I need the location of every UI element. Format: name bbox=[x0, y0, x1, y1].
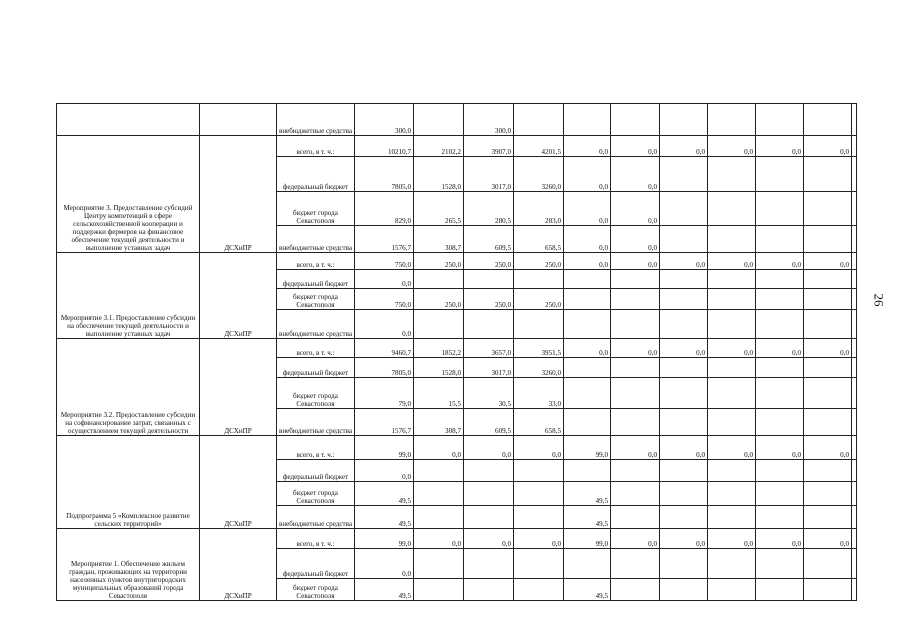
amount-cell bbox=[414, 482, 464, 506]
amount-cell: 15,5 bbox=[414, 378, 464, 409]
amount-cell bbox=[852, 409, 857, 436]
funding-source-cell: внебюджетные средства bbox=[277, 310, 355, 339]
amount-cell bbox=[660, 549, 708, 579]
amount-cell: 0,0 bbox=[464, 529, 514, 549]
amount-cell bbox=[514, 549, 564, 579]
amount-cell: 0,0 bbox=[708, 136, 756, 157]
amount-cell: 1576,7 bbox=[355, 409, 414, 436]
funding-source-cell: федеральный бюджет bbox=[277, 358, 355, 378]
amount-cell: 0,0 bbox=[611, 157, 660, 192]
amount-cell bbox=[414, 104, 464, 136]
amount-cell: 250,0 bbox=[514, 289, 564, 310]
amount-cell bbox=[852, 310, 857, 339]
amount-cell: 0,0 bbox=[464, 436, 514, 460]
amount-cell: 250,0 bbox=[464, 253, 514, 270]
amount-cell bbox=[611, 104, 660, 136]
funding-source-cell: федеральный бюджет bbox=[277, 270, 355, 289]
amount-cell bbox=[852, 529, 857, 549]
amount-cell bbox=[564, 310, 611, 339]
amount-cell bbox=[804, 506, 852, 529]
amount-cell: 0,0 bbox=[611, 436, 660, 460]
amount-cell: 0,0 bbox=[804, 136, 852, 157]
funding-source-cell: всего, в т. ч.: bbox=[277, 253, 355, 270]
amount-cell: 658,5 bbox=[514, 226, 564, 253]
amount-cell bbox=[756, 270, 804, 289]
amount-cell bbox=[564, 549, 611, 579]
amount-cell: 0,0 bbox=[611, 192, 660, 226]
amount-cell bbox=[564, 289, 611, 310]
amount-cell bbox=[756, 289, 804, 310]
amount-cell bbox=[804, 579, 852, 601]
amount-cell: 0,0 bbox=[804, 253, 852, 270]
activity-name-cell: Мероприятие 3. Предоставление субсидий Центру компетенций в сфере сельскохозяйственной кооперации и поддержки фермеров на финансовое обеспечение текущей деятельности и выполнение уставных задач bbox=[57, 136, 200, 253]
amount-cell bbox=[804, 482, 852, 506]
amount-cell bbox=[804, 358, 852, 378]
amount-cell bbox=[756, 378, 804, 409]
amount-cell bbox=[708, 506, 756, 529]
amount-cell: 0,0 bbox=[804, 529, 852, 549]
funding-source-cell: бюджет города Севастополя bbox=[277, 378, 355, 409]
amount-cell: 99,0 bbox=[355, 529, 414, 549]
amount-cell bbox=[852, 289, 857, 310]
amount-cell bbox=[804, 192, 852, 226]
activity-name-cell: Подпрограмма 5 «Комплексное развитие сельских территорий» bbox=[57, 436, 200, 529]
table-row bbox=[57, 253, 857, 270]
amount-cell: 49,5 bbox=[355, 506, 414, 529]
amount-cell bbox=[564, 270, 611, 289]
amount-cell bbox=[611, 549, 660, 579]
amount-cell: 0,0 bbox=[355, 270, 414, 289]
amount-cell bbox=[804, 289, 852, 310]
executor-cell bbox=[200, 104, 277, 136]
amount-cell: 250,0 bbox=[414, 253, 464, 270]
amount-cell: 308,7 bbox=[414, 409, 464, 436]
executor-cell: ДСХиПР bbox=[200, 529, 277, 601]
amount-cell: 1576,7 bbox=[355, 226, 414, 253]
amount-cell: 0,0 bbox=[514, 529, 564, 549]
amount-cell bbox=[708, 549, 756, 579]
funding-source-cell: бюджет города Севастополя bbox=[277, 192, 355, 226]
budget-table bbox=[56, 103, 857, 601]
amount-cell bbox=[660, 378, 708, 409]
funding-source-cell: федеральный бюджет bbox=[277, 549, 355, 579]
amount-cell bbox=[708, 289, 756, 310]
amount-cell bbox=[852, 436, 857, 460]
amount-cell: 0,0 bbox=[660, 529, 708, 549]
amount-cell: 79,0 bbox=[355, 378, 414, 409]
amount-cell: 250,0 bbox=[414, 289, 464, 310]
amount-cell bbox=[852, 192, 857, 226]
amount-cell bbox=[756, 310, 804, 339]
activity-name-cell: Мероприятие 3.1. Предоставление субсидии на обеспечение текущей деятельности и выполнение уставных задач bbox=[57, 253, 200, 339]
amount-cell: 33,0 bbox=[514, 378, 564, 409]
amount-cell bbox=[708, 104, 756, 136]
executor-cell: ДСХиПР bbox=[200, 136, 277, 253]
amount-cell bbox=[852, 358, 857, 378]
amount-cell bbox=[660, 157, 708, 192]
amount-cell bbox=[756, 579, 804, 601]
amount-cell bbox=[611, 289, 660, 310]
amount-cell: 49,5 bbox=[355, 482, 414, 506]
amount-cell: 0,0 bbox=[564, 157, 611, 192]
amount-cell bbox=[514, 579, 564, 601]
amount-cell: 609,5 bbox=[464, 409, 514, 436]
amount-cell bbox=[611, 460, 660, 482]
funding-source-cell: бюджет города Севастополя bbox=[277, 579, 355, 601]
amount-cell: 3260,0 bbox=[514, 358, 564, 378]
amount-cell bbox=[756, 549, 804, 579]
amount-cell bbox=[708, 226, 756, 253]
amount-cell bbox=[414, 460, 464, 482]
amount-cell bbox=[756, 358, 804, 378]
amount-cell bbox=[611, 506, 660, 529]
amount-cell bbox=[756, 157, 804, 192]
amount-cell: 280,5 bbox=[464, 192, 514, 226]
amount-cell bbox=[611, 482, 660, 506]
amount-cell bbox=[660, 270, 708, 289]
funding-source-cell: бюджет города Севастополя bbox=[277, 289, 355, 310]
amount-cell: 750,0 bbox=[355, 289, 414, 310]
amount-cell: 250,0 bbox=[464, 289, 514, 310]
amount-cell bbox=[611, 579, 660, 601]
amount-cell bbox=[611, 378, 660, 409]
amount-cell bbox=[464, 460, 514, 482]
amount-cell: 250,0 bbox=[514, 253, 564, 270]
amount-cell bbox=[708, 579, 756, 601]
page-number: 26 bbox=[871, 293, 887, 307]
amount-cell bbox=[611, 409, 660, 436]
amount-cell bbox=[414, 579, 464, 601]
amount-cell: 0,0 bbox=[660, 339, 708, 358]
amount-cell bbox=[852, 157, 857, 192]
funding-source-cell: внебюджетные средства bbox=[277, 409, 355, 436]
amount-cell: 3657,0 bbox=[464, 339, 514, 358]
funding-source-cell: внебюджетные средства bbox=[277, 506, 355, 529]
amount-cell: 49,5 bbox=[564, 506, 611, 529]
amount-cell bbox=[852, 506, 857, 529]
amount-cell: 0,0 bbox=[355, 460, 414, 482]
amount-cell: 1528,0 bbox=[414, 358, 464, 378]
amount-cell: 3017,0 bbox=[464, 358, 514, 378]
amount-cell: 0,0 bbox=[514, 436, 564, 460]
amount-cell bbox=[464, 506, 514, 529]
amount-cell: 3260,0 bbox=[514, 157, 564, 192]
amount-cell bbox=[708, 409, 756, 436]
amount-cell: 0,0 bbox=[756, 253, 804, 270]
activity-name-cell: Мероприятие 3.2. Предоставление субсидии на софинансирование затрат, связанных с осуществлением текущей деятельности bbox=[57, 339, 200, 436]
amount-cell bbox=[660, 104, 708, 136]
amount-cell: 30,5 bbox=[464, 378, 514, 409]
amount-cell bbox=[514, 460, 564, 482]
amount-cell: 0,0 bbox=[611, 529, 660, 549]
funding-source-cell: внебюджетные средства bbox=[277, 226, 355, 253]
amount-cell bbox=[852, 460, 857, 482]
amount-cell bbox=[414, 549, 464, 579]
table-row bbox=[57, 136, 857, 157]
amount-cell bbox=[852, 226, 857, 253]
amount-cell bbox=[660, 409, 708, 436]
amount-cell: 300,0 bbox=[464, 104, 514, 136]
amount-cell bbox=[756, 409, 804, 436]
amount-cell: 3017,0 bbox=[464, 157, 514, 192]
amount-cell bbox=[756, 482, 804, 506]
funding-source-cell: всего, в т. ч.: bbox=[277, 136, 355, 157]
amount-cell: 99,0 bbox=[355, 436, 414, 460]
amount-cell bbox=[804, 226, 852, 253]
table-row bbox=[57, 339, 857, 358]
amount-cell bbox=[852, 579, 857, 601]
amount-cell: 7805,0 bbox=[355, 157, 414, 192]
amount-cell bbox=[756, 104, 804, 136]
amount-cell bbox=[708, 482, 756, 506]
amount-cell: 0,0 bbox=[611, 253, 660, 270]
amount-cell bbox=[852, 253, 857, 270]
amount-cell bbox=[708, 460, 756, 482]
amount-cell: 1852,2 bbox=[414, 339, 464, 358]
amount-cell: 0,0 bbox=[756, 529, 804, 549]
amount-cell: 0,0 bbox=[660, 436, 708, 460]
amount-cell: 0,0 bbox=[756, 339, 804, 358]
amount-cell bbox=[660, 289, 708, 310]
amount-cell: 300,0 bbox=[355, 104, 414, 136]
amount-cell bbox=[660, 226, 708, 253]
amount-cell: 3907,0 bbox=[464, 136, 514, 157]
amount-cell bbox=[852, 270, 857, 289]
amount-cell bbox=[708, 192, 756, 226]
amount-cell bbox=[660, 310, 708, 339]
amount-cell: 308,7 bbox=[414, 226, 464, 253]
amount-cell: 0,0 bbox=[564, 226, 611, 253]
amount-cell: 99,0 bbox=[564, 436, 611, 460]
amount-cell bbox=[464, 270, 514, 289]
funding-source-cell: федеральный бюджет bbox=[277, 157, 355, 192]
amount-cell bbox=[514, 310, 564, 339]
amount-cell: 750,0 bbox=[355, 253, 414, 270]
amount-cell bbox=[464, 549, 514, 579]
amount-cell: 0,0 bbox=[564, 192, 611, 226]
funding-source-cell: всего, в т. ч.: bbox=[277, 339, 355, 358]
amount-cell: 0,0 bbox=[611, 339, 660, 358]
amount-cell bbox=[660, 358, 708, 378]
amount-cell bbox=[852, 378, 857, 409]
amount-cell bbox=[804, 270, 852, 289]
amount-cell bbox=[611, 270, 660, 289]
amount-cell: 0,0 bbox=[708, 253, 756, 270]
activity-name-cell: Мероприятие 1. Обеспечение жильем граждан, проживающих на территории населенных пунктов внутригородских муниципальных образований города Севастополя bbox=[57, 529, 200, 601]
amount-cell: 0,0 bbox=[708, 529, 756, 549]
funding-source-cell: бюджет города Севастополя bbox=[277, 482, 355, 506]
amount-cell bbox=[564, 104, 611, 136]
amount-cell: 3951,5 bbox=[514, 339, 564, 358]
amount-cell bbox=[804, 157, 852, 192]
table-row bbox=[57, 529, 857, 549]
amount-cell bbox=[804, 460, 852, 482]
amount-cell: 0,0 bbox=[564, 136, 611, 157]
amount-cell bbox=[414, 310, 464, 339]
amount-cell: 0,0 bbox=[660, 253, 708, 270]
amount-cell bbox=[660, 506, 708, 529]
amount-cell bbox=[756, 192, 804, 226]
amount-cell bbox=[514, 482, 564, 506]
amount-cell: 0,0 bbox=[756, 436, 804, 460]
table-row bbox=[57, 104, 857, 136]
amount-cell: 0,0 bbox=[611, 226, 660, 253]
amount-cell bbox=[804, 104, 852, 136]
amount-cell bbox=[414, 506, 464, 529]
amount-cell bbox=[564, 409, 611, 436]
executor-cell: ДСХиПР bbox=[200, 253, 277, 339]
amount-cell bbox=[660, 460, 708, 482]
funding-source-cell: внебюджетные средства bbox=[277, 104, 355, 136]
funding-source-cell: всего, в т. ч.: bbox=[277, 529, 355, 549]
amount-cell bbox=[804, 409, 852, 436]
amount-cell: 0,0 bbox=[355, 310, 414, 339]
amount-cell bbox=[564, 358, 611, 378]
amount-cell bbox=[514, 270, 564, 289]
executor-cell: ДСХиПР bbox=[200, 436, 277, 529]
amount-cell bbox=[756, 506, 804, 529]
amount-cell: 0,0 bbox=[708, 339, 756, 358]
amount-cell bbox=[514, 104, 564, 136]
amount-cell bbox=[708, 310, 756, 339]
amount-cell: 0,0 bbox=[804, 339, 852, 358]
amount-cell bbox=[464, 310, 514, 339]
amount-cell bbox=[564, 378, 611, 409]
executor-cell: ДСХиПР bbox=[200, 339, 277, 436]
amount-cell: 0,0 bbox=[708, 436, 756, 460]
amount-cell bbox=[852, 549, 857, 579]
funding-source-cell: федеральный бюджет bbox=[277, 460, 355, 482]
amount-cell: 1528,0 bbox=[414, 157, 464, 192]
amount-cell: 49,5 bbox=[564, 579, 611, 601]
amount-cell bbox=[804, 310, 852, 339]
amount-cell: 658,5 bbox=[514, 409, 564, 436]
amount-cell: 265,5 bbox=[414, 192, 464, 226]
amount-cell: 10210,7 bbox=[355, 136, 414, 157]
table-row bbox=[57, 436, 857, 460]
amount-cell: 283,0 bbox=[514, 192, 564, 226]
amount-cell bbox=[708, 378, 756, 409]
amount-cell: 0,0 bbox=[564, 339, 611, 358]
amount-cell bbox=[756, 226, 804, 253]
amount-cell bbox=[414, 270, 464, 289]
amount-cell: 49,5 bbox=[564, 482, 611, 506]
amount-cell: 0,0 bbox=[355, 549, 414, 579]
amount-cell: 609,5 bbox=[464, 226, 514, 253]
amount-cell: 2102,2 bbox=[414, 136, 464, 157]
amount-cell bbox=[464, 579, 514, 601]
amount-cell: 7805,0 bbox=[355, 358, 414, 378]
amount-cell bbox=[660, 482, 708, 506]
amount-cell bbox=[852, 136, 857, 157]
funding-source-cell: всего, в т. ч.: bbox=[277, 436, 355, 460]
amount-cell: 829,0 bbox=[355, 192, 414, 226]
amount-cell bbox=[514, 506, 564, 529]
amount-cell bbox=[708, 157, 756, 192]
amount-cell bbox=[804, 378, 852, 409]
amount-cell: 0,0 bbox=[804, 436, 852, 460]
amount-cell bbox=[611, 310, 660, 339]
amount-cell: 0,0 bbox=[611, 136, 660, 157]
amount-cell bbox=[611, 358, 660, 378]
activity-name-cell bbox=[57, 104, 200, 136]
amount-cell bbox=[464, 482, 514, 506]
amount-cell bbox=[660, 192, 708, 226]
amount-cell bbox=[660, 579, 708, 601]
amount-cell bbox=[756, 460, 804, 482]
amount-cell: 0,0 bbox=[660, 136, 708, 157]
amount-cell bbox=[708, 270, 756, 289]
amount-cell: 0,0 bbox=[756, 136, 804, 157]
amount-cell: 4201,5 bbox=[514, 136, 564, 157]
amount-cell: 0,0 bbox=[414, 529, 464, 549]
amount-cell: 99,0 bbox=[564, 529, 611, 549]
amount-cell bbox=[852, 104, 857, 136]
amount-cell bbox=[804, 549, 852, 579]
amount-cell bbox=[852, 339, 857, 358]
amount-cell: 49,5 bbox=[355, 579, 414, 601]
amount-cell: 9460,7 bbox=[355, 339, 414, 358]
amount-cell: 0,0 bbox=[414, 436, 464, 460]
amount-cell bbox=[852, 482, 857, 506]
amount-cell bbox=[708, 358, 756, 378]
amount-cell: 0,0 bbox=[564, 253, 611, 270]
amount-cell bbox=[564, 460, 611, 482]
budget-table-body bbox=[57, 104, 857, 601]
